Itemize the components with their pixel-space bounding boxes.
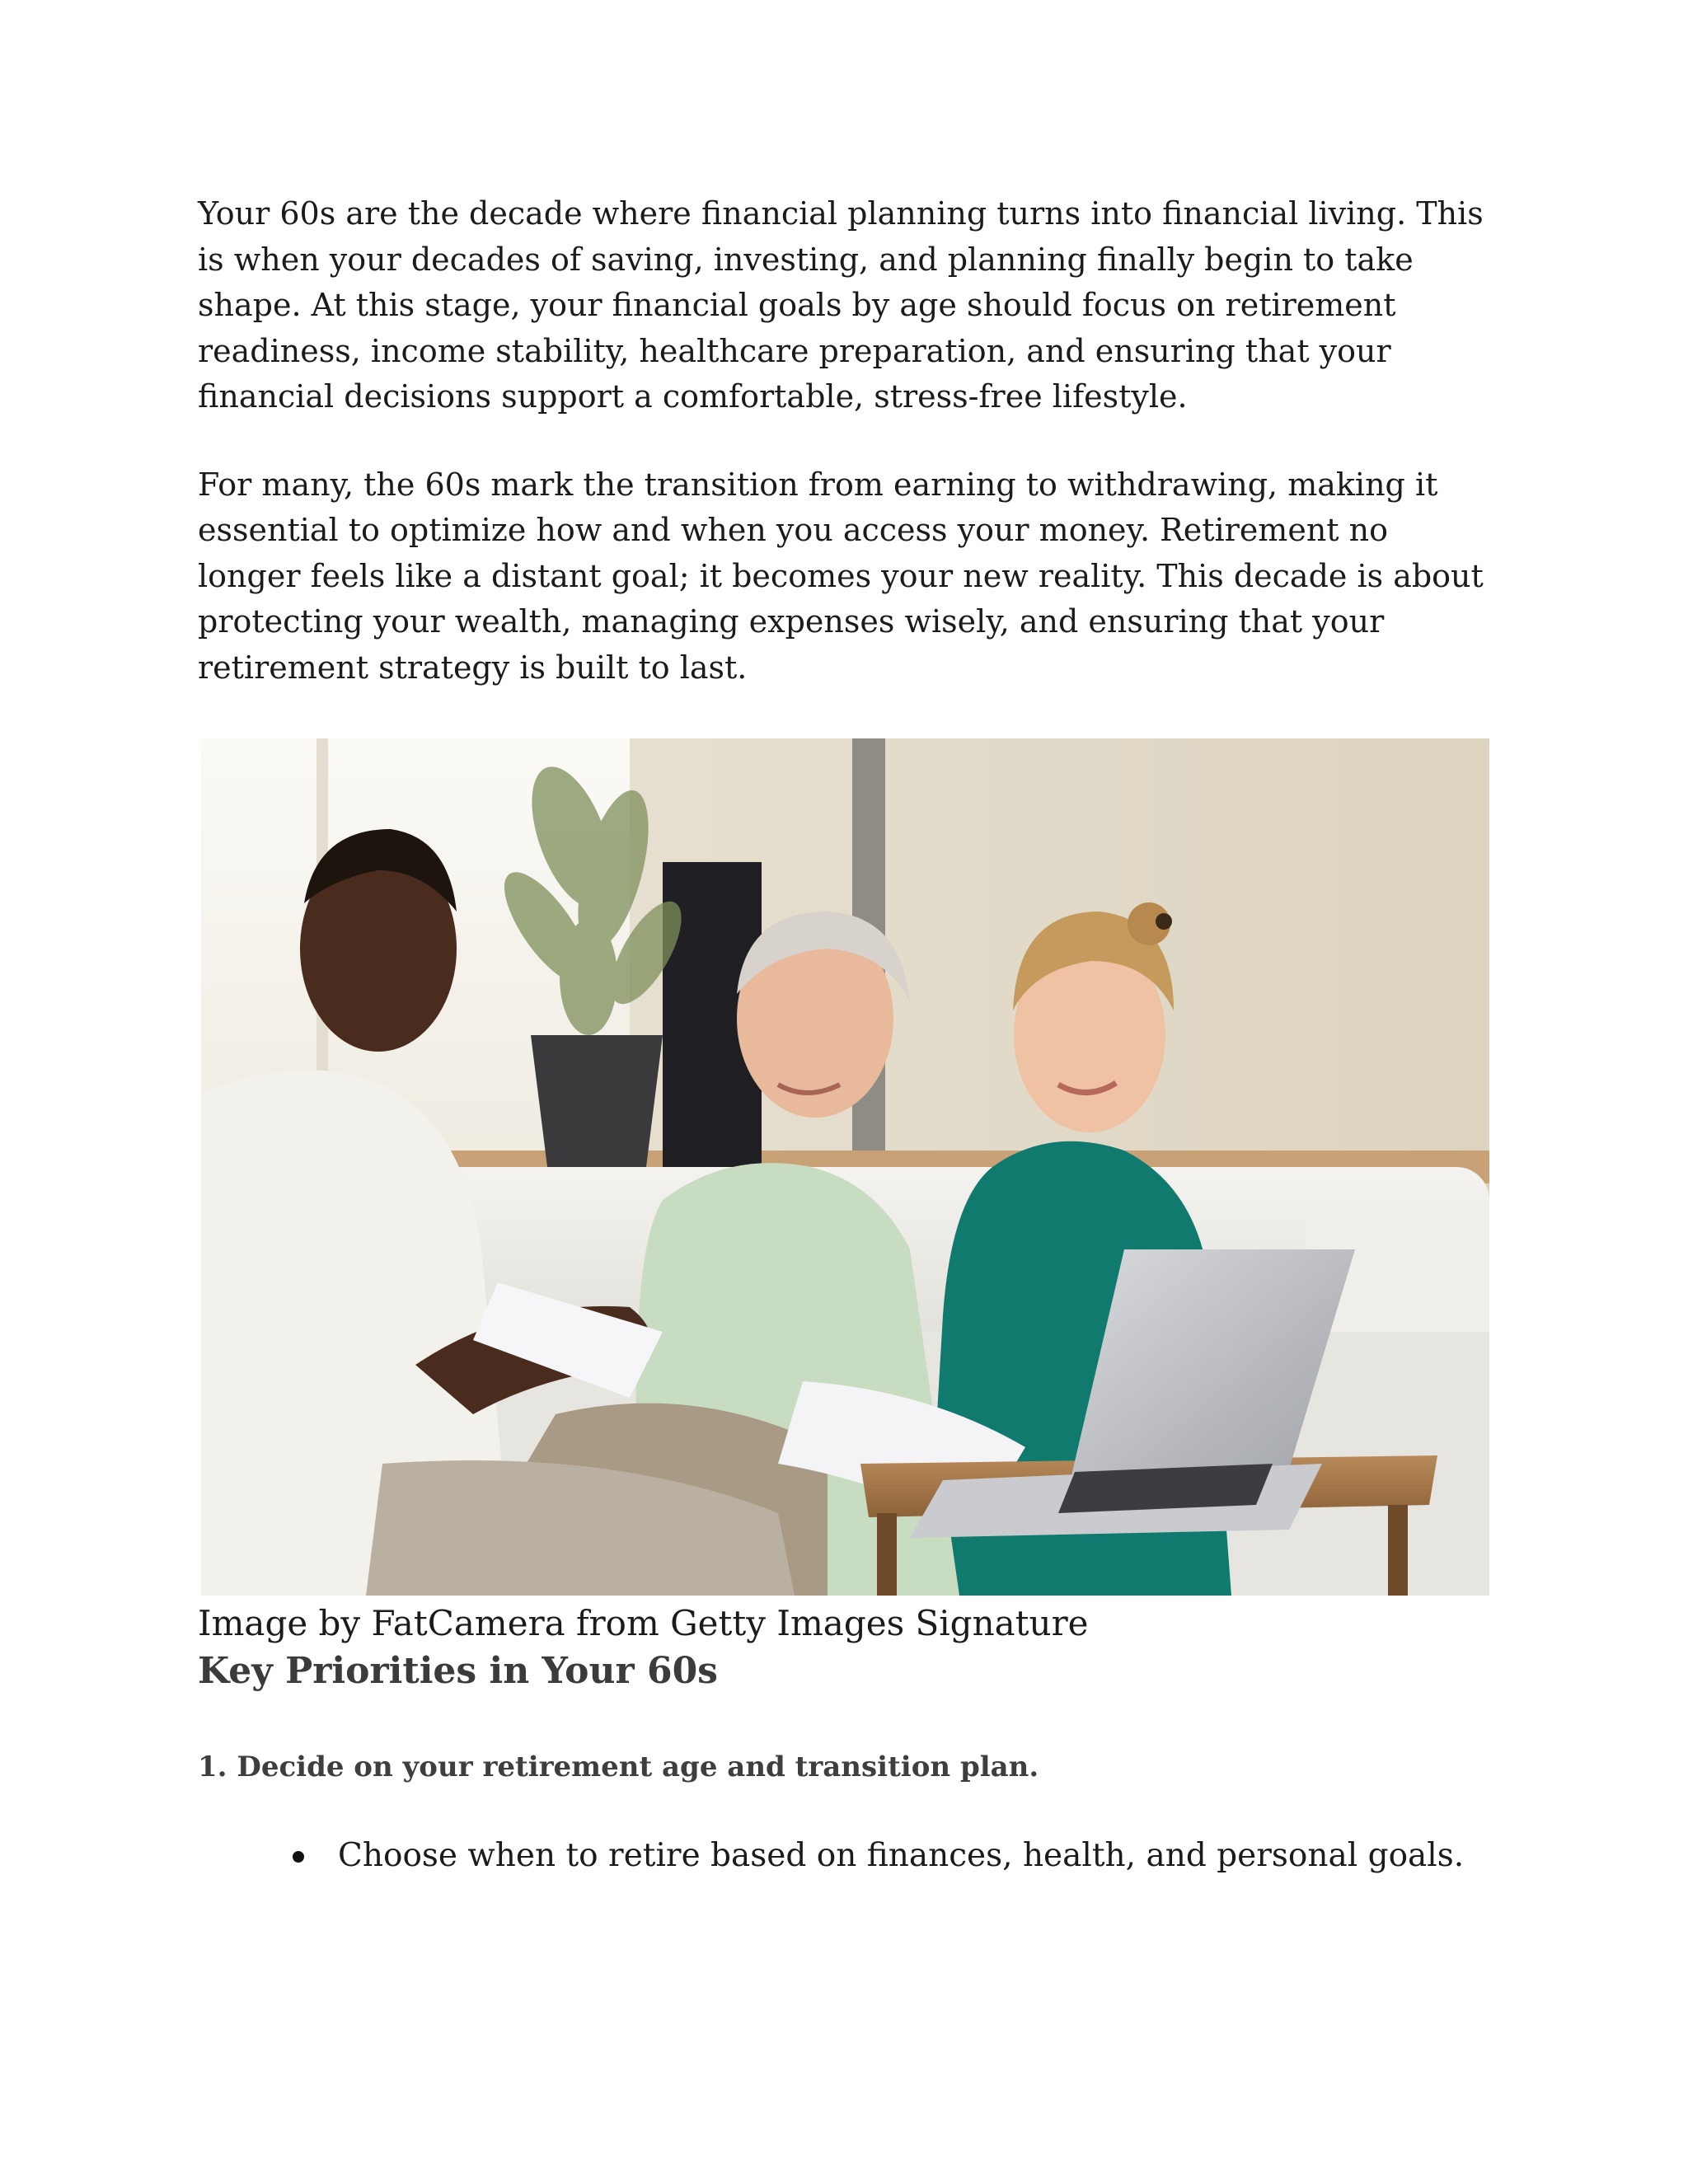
advisor-meeting-photo bbox=[201, 738, 1489, 1596]
intro-paragraph-1: Your 60s are the decade where financial planning turns into financial living. This is when your decades of saving, investing, and planning finally begin to take shape. At this stage, your financial goals by age should focus on retirement readiness, income stability, healthcare preparation, and ensuring that your financial decisions support a comfortable, stress-free lifestyle. bbox=[198, 195, 1484, 415]
section-subheading: 1. Decide on your retirement age and transition plan. bbox=[198, 1750, 1039, 1783]
bullet-item-text: Choose when to retire based on finances, health, and personal goals. bbox=[338, 1837, 1465, 1874]
section-heading: Key Priorities in Your 60s bbox=[198, 1650, 718, 1692]
photo-illustration bbox=[201, 738, 1489, 1596]
photo-caption: Image by FatCamera from Getty Images Signature bbox=[198, 1603, 1089, 1643]
bullet-dot-icon bbox=[293, 1851, 304, 1863]
intro-paragraph-2: For many, the 60s mark the transition from earning to withdrawing, making it essential to optimize how and when you access your money. Retirement no longer feels like a distant goal; it becomes your new reality. This decade is about protecting your wealth, managing expenses wisely, and ensuring that your retirement strategy is built to last. bbox=[198, 466, 1484, 686]
priority-bullet-list bbox=[198, 1833, 1500, 1879]
document-page bbox=[198, 191, 1500, 1879]
bullet-item bbox=[198, 1833, 1500, 1879]
